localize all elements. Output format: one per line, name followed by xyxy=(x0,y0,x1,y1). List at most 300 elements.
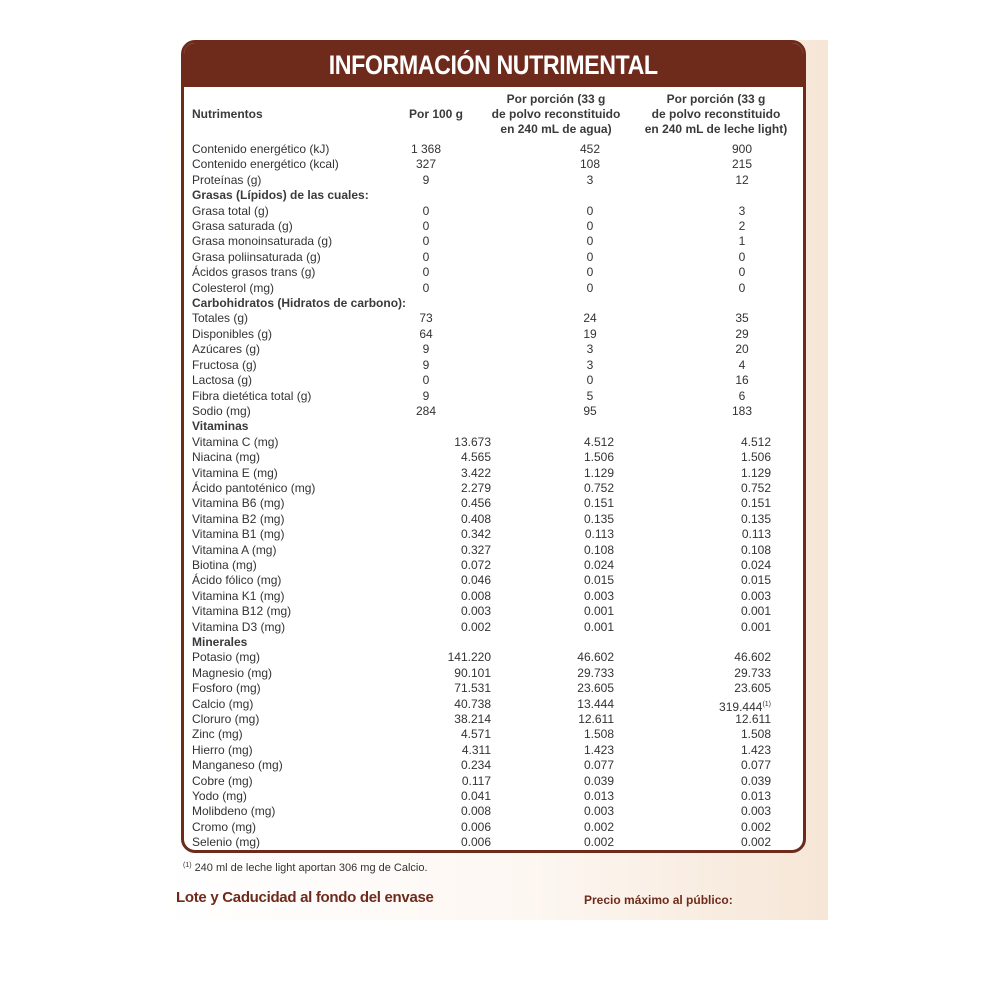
value-text: 3 xyxy=(586,342,594,357)
value-per-serving-milk xyxy=(741,620,771,635)
value-text: 0.039 xyxy=(740,773,771,788)
value-text: 0.001 xyxy=(740,619,771,634)
table-row xyxy=(184,558,803,573)
nutrient-label: Vitamina B1 (mg) xyxy=(192,527,285,542)
table-row xyxy=(184,157,803,172)
value-text: 0 xyxy=(586,203,594,218)
value-per-100g xyxy=(386,311,466,326)
value-per-100g xyxy=(461,466,491,481)
nutrient-label: Ácido fólico (mg) xyxy=(192,573,282,588)
value-per-serving-milk xyxy=(741,496,771,511)
value-per-serving-milk xyxy=(702,234,782,249)
value-text: 0.001 xyxy=(740,604,771,619)
value-per-serving-milk xyxy=(741,604,771,619)
value-text: 0 xyxy=(738,249,746,264)
value-text: 0.008 xyxy=(460,804,491,819)
table-row xyxy=(184,142,803,157)
table-row xyxy=(184,543,803,558)
value-text: 215 xyxy=(731,157,753,172)
value-text: 23.605 xyxy=(734,681,771,696)
value-per-serving-water xyxy=(550,404,630,419)
value-per-100g xyxy=(386,281,466,296)
value-per-serving-milk xyxy=(741,789,771,804)
value-text: 0.003 xyxy=(460,604,491,619)
nutrient-label: Vitamina B2 (mg) xyxy=(192,511,285,526)
section-label: Vitaminas xyxy=(192,419,249,434)
value-per-serving-water xyxy=(550,219,630,234)
value-per-100g xyxy=(461,758,491,773)
value-per-100g xyxy=(462,774,491,789)
nutrient-label: Grasa total (g) xyxy=(192,203,269,218)
value-text: 6 xyxy=(738,388,746,403)
value-text: 0.117 xyxy=(461,773,491,788)
value-text: 0 xyxy=(422,203,430,218)
value-text: 0.135 xyxy=(583,511,614,526)
value-text: 23.605 xyxy=(577,681,614,696)
value-per-100g xyxy=(386,389,466,404)
value-per-serving-milk xyxy=(702,157,782,172)
value-text: 0 xyxy=(738,280,746,295)
value-text: 1.506 xyxy=(583,450,614,465)
nutrient-label: Fructosa (g) xyxy=(192,357,257,372)
column-header-per-serving-milk: Por porción (33 g de polvo reconstituido en 240 mL de leche light) xyxy=(644,92,788,136)
value-per-serving-milk xyxy=(734,681,771,696)
nutrient-label: Biotina (mg) xyxy=(192,557,257,572)
value-text: 141.220 xyxy=(447,650,491,665)
nutrient-label: Vitamina K1 (mg) xyxy=(192,588,285,603)
nutrient-label: Azúcares (g) xyxy=(192,342,261,357)
nutrient-label: Selenio (mg) xyxy=(192,835,261,850)
value-text: 452 xyxy=(579,142,601,156)
value-per-100g xyxy=(461,604,491,619)
value-per-serving-water xyxy=(584,804,614,819)
value-text: 0.135 xyxy=(740,511,771,526)
footnote-mark: (1) xyxy=(183,862,192,869)
value-text: 9 xyxy=(422,172,430,187)
table-row xyxy=(184,681,803,696)
nutrient-label: Vitamina C (mg) xyxy=(192,434,279,449)
table-row xyxy=(184,573,803,588)
nutrient-label: Grasa saturada (g) xyxy=(192,219,293,234)
nutrient-label: Lactosa (g) xyxy=(192,373,253,388)
table-row xyxy=(184,450,803,465)
column-header-per-100g: Por 100 g xyxy=(408,107,464,121)
value-per-serving-water xyxy=(577,666,614,681)
value-per-serving-water xyxy=(584,481,614,496)
value-per-100g xyxy=(461,558,491,573)
value-text: 90.101 xyxy=(454,665,491,680)
value-per-100g xyxy=(386,250,466,265)
value-per-serving-water xyxy=(550,234,630,249)
value-per-serving-milk xyxy=(734,650,771,665)
value-text: 4.571 xyxy=(460,727,491,742)
value-per-100g xyxy=(386,173,466,188)
value-per-serving-milk xyxy=(702,204,782,219)
table-row xyxy=(184,589,803,604)
value-per-100g xyxy=(461,543,491,558)
value-per-100g xyxy=(461,835,491,850)
value-per-100g xyxy=(461,512,491,527)
value-per-serving-milk xyxy=(741,512,771,527)
nutrient-label: Hierro (mg) xyxy=(192,742,253,757)
value-per-serving-water xyxy=(584,835,614,850)
value-text: 319.444 xyxy=(719,699,763,714)
value-text: 3.422 xyxy=(460,465,491,480)
table-row xyxy=(184,389,803,404)
value-text: 0.015 xyxy=(740,573,771,588)
value-per-100g xyxy=(386,234,466,249)
value-per-serving-water xyxy=(584,573,614,588)
value-per-serving-milk xyxy=(742,527,771,542)
value-per-serving-milk xyxy=(741,743,771,758)
nutrient-label: Yodo (mg) xyxy=(192,789,247,804)
value-text: 0.003 xyxy=(583,804,614,819)
value-per-serving-water xyxy=(584,620,614,635)
value-text: 0.001 xyxy=(583,604,614,619)
table-row xyxy=(184,219,803,234)
value-text: 183 xyxy=(731,403,753,418)
table-row xyxy=(184,604,803,619)
value-text: 0.077 xyxy=(583,758,614,773)
nutrient-label: Contenido energético (kJ) xyxy=(192,142,330,156)
value-per-100g xyxy=(462,743,491,758)
value-per-100g xyxy=(454,712,491,727)
value-text: 0.046 xyxy=(460,573,491,588)
nutrient-label: Sodio (mg) xyxy=(192,403,251,418)
value-text: 108 xyxy=(579,157,601,172)
value-text: 73 xyxy=(419,311,433,326)
value-per-100g xyxy=(461,450,491,465)
value-text: 38.214 xyxy=(454,712,491,727)
value-text: 0.002 xyxy=(740,819,771,834)
value-text: 0.002 xyxy=(583,835,614,850)
value-text: 0.024 xyxy=(583,557,614,572)
value-per-serving-milk xyxy=(741,589,771,604)
table-row xyxy=(184,204,803,219)
value-text: 12 xyxy=(735,172,749,187)
nutrient-label: Manganeso (mg) xyxy=(192,758,283,773)
value-text: 12.611 xyxy=(735,712,771,727)
value-text: 4.565 xyxy=(460,450,491,465)
value-text: 0 xyxy=(422,373,430,388)
value-text: 3 xyxy=(586,357,594,372)
value-text: 0.113 xyxy=(584,527,614,542)
value-text: 29.733 xyxy=(734,665,771,680)
footnote xyxy=(183,862,428,874)
value-text: 0.039 xyxy=(583,773,614,788)
value-per-serving-water xyxy=(584,604,614,619)
value-per-serving-water xyxy=(577,681,614,696)
value-per-serving-water xyxy=(550,204,630,219)
value-per-serving-water xyxy=(584,774,614,789)
table-row xyxy=(184,743,803,758)
value-per-100g xyxy=(461,727,491,742)
nutrition-facts-panel xyxy=(181,40,806,853)
value-per-serving-water xyxy=(550,265,630,280)
value-per-serving-milk xyxy=(741,727,771,742)
value-text: 0 xyxy=(422,249,430,264)
value-per-serving-milk xyxy=(741,774,771,789)
nutrient-label: Magnesio (mg) xyxy=(192,665,273,680)
value-text: 1.508 xyxy=(583,727,614,742)
value-per-serving-water xyxy=(584,727,614,742)
value-per-serving-milk xyxy=(702,142,782,157)
value-per-100g xyxy=(461,527,491,542)
value-text: 0 xyxy=(586,234,594,249)
value-per-serving-milk xyxy=(702,404,782,419)
value-text: 0.327 xyxy=(460,542,491,557)
value-per-100g xyxy=(448,650,491,665)
value-per-serving-water xyxy=(577,650,614,665)
value-per-serving-milk xyxy=(741,481,771,496)
value-per-serving-water xyxy=(584,450,614,465)
nutrient-table-body xyxy=(184,142,803,851)
value-per-100g xyxy=(461,789,491,804)
table-row xyxy=(184,358,803,373)
value-per-100g xyxy=(461,573,491,588)
value-per-100g xyxy=(386,373,466,388)
footnote-text: 240 ml de leche light aportan 306 mg de Calcio. xyxy=(194,862,428,874)
value-per-serving-milk xyxy=(702,342,782,357)
value-per-serving-milk xyxy=(702,373,782,388)
value-text: 71.531 xyxy=(454,681,491,696)
value-text: 0.041 xyxy=(460,789,491,804)
value-per-serving-milk xyxy=(702,265,782,280)
title-bar xyxy=(184,43,803,87)
value-text: 64 xyxy=(419,326,433,341)
table-row xyxy=(184,466,803,481)
value-text: 3 xyxy=(586,172,594,187)
value-text: 40.738 xyxy=(454,696,491,711)
nutrient-label: Vitamina B6 (mg) xyxy=(192,496,285,511)
value-text: 0.013 xyxy=(583,789,614,804)
section-label: Carbohidratos (Hidratos de carbono): xyxy=(192,296,407,311)
value-per-serving-milk xyxy=(741,450,771,465)
value-per-serving-water xyxy=(584,589,614,604)
table-row xyxy=(184,311,803,326)
value-text: 0.113 xyxy=(741,527,771,542)
value-text: 0.006 xyxy=(460,835,491,850)
value-per-serving-milk xyxy=(702,327,782,342)
value-per-100g xyxy=(461,620,491,635)
value-text: 0 xyxy=(586,219,594,234)
value-per-100g xyxy=(454,435,491,450)
value-per-serving-water xyxy=(585,527,614,542)
nutrient-label: Grasa monoinsaturada (g) xyxy=(192,234,333,249)
value-text: 0.013 xyxy=(740,789,771,804)
table-row xyxy=(184,173,803,188)
value-text: 0.015 xyxy=(583,573,614,588)
value-text: 0 xyxy=(422,219,430,234)
value-per-100g xyxy=(461,589,491,604)
value-text: 4.512 xyxy=(740,434,771,449)
nutrient-label: Grasa poliinsaturada (g) xyxy=(192,249,321,264)
value-per-100g xyxy=(461,496,491,511)
value-text: 0.151 xyxy=(583,496,614,511)
nutrient-label: Fibra dietética total (g) xyxy=(192,388,312,403)
value-per-serving-water xyxy=(550,250,630,265)
value-per-100g xyxy=(386,157,466,172)
value-text: 0.342 xyxy=(460,527,491,542)
value-text: 0.108 xyxy=(583,542,614,557)
value-per-100g xyxy=(386,204,466,219)
value-per-serving-water xyxy=(584,820,614,835)
table-row xyxy=(184,404,803,419)
nutrient-label: Cloruro (mg) xyxy=(192,712,260,727)
value-text: 16 xyxy=(735,373,749,388)
value-text: 0.006 xyxy=(460,819,491,834)
value-text: 0 xyxy=(422,234,430,249)
value-per-serving-water xyxy=(550,373,630,388)
nutrient-label: Totales (g) xyxy=(192,311,249,326)
nutrient-label: Disponibles (g) xyxy=(192,326,273,341)
value-text: 12.611 xyxy=(578,712,614,727)
max-price-label: Precio máximo al público: xyxy=(584,893,733,907)
value-text: 46.602 xyxy=(577,650,614,665)
value-per-serving-milk xyxy=(741,820,771,835)
value-text: 0.003 xyxy=(740,588,771,603)
value-per-serving-milk xyxy=(702,219,782,234)
nutrient-label: Ácido pantoténico (mg) xyxy=(192,480,316,495)
value-text: 1.508 xyxy=(740,727,771,742)
value-per-100g xyxy=(386,265,466,280)
value-text: 1.506 xyxy=(740,450,771,465)
value-per-100g xyxy=(386,219,466,234)
value-per-100g xyxy=(454,681,491,696)
value-text: 2.279 xyxy=(460,480,491,495)
table-row xyxy=(184,250,803,265)
page-title: INFORMACIÓN NUTRIMENTAL xyxy=(329,50,658,80)
value-text: 0.003 xyxy=(740,804,771,819)
value-text: 0.408 xyxy=(460,511,491,526)
nutrient-label: Cromo (mg) xyxy=(192,819,257,834)
value-per-serving-milk xyxy=(734,666,771,681)
value-text: 13.673 xyxy=(454,434,491,449)
value-per-serving-water xyxy=(584,543,614,558)
table-row xyxy=(184,342,803,357)
value-per-serving-water xyxy=(578,712,614,727)
value-text: 0 xyxy=(586,265,594,280)
value-per-serving-milk xyxy=(702,250,782,265)
value-text: 0.002 xyxy=(740,835,771,850)
value-text: 284 xyxy=(415,403,437,418)
value-per-serving-water xyxy=(584,758,614,773)
value-text: 9 xyxy=(422,342,430,357)
nutrient-label: Ácidos grasos trans (g) xyxy=(192,265,316,280)
nutrient-label: Vitamina A (mg) xyxy=(192,542,277,557)
nutrient-label: Cobre (mg) xyxy=(192,773,253,788)
value-per-serving-water xyxy=(584,435,614,450)
value-text: 0 xyxy=(586,249,594,264)
value-text: 19 xyxy=(583,326,597,341)
value-per-serving-water xyxy=(584,496,614,511)
value-text: 1.129 xyxy=(740,465,771,480)
value-text: 1 xyxy=(738,234,746,249)
value-text: 1 368 xyxy=(410,142,442,156)
value-text: 4 xyxy=(738,357,746,372)
value-per-100g xyxy=(386,342,466,357)
section-label: Grasas (Lípidos) de las cuales: xyxy=(192,188,369,203)
value-per-serving-water xyxy=(584,743,614,758)
value-text: 0.077 xyxy=(740,758,771,773)
value-text: 0 xyxy=(586,280,594,295)
nutrient-label: Potasio (mg) xyxy=(192,650,261,665)
value-text: 900 xyxy=(731,142,753,156)
value-text: 0 xyxy=(422,280,430,295)
value-per-100g xyxy=(386,358,466,373)
value-text: 4.512 xyxy=(583,434,614,449)
value-text: 20 xyxy=(735,342,749,357)
value-text: 35 xyxy=(735,311,749,326)
value-text: 0.002 xyxy=(583,819,614,834)
value-per-serving-water xyxy=(584,466,614,481)
value-per-serving-water xyxy=(550,173,630,188)
value-text: 1.129 xyxy=(583,465,614,480)
footnote-reference: (1) xyxy=(762,700,771,708)
value-text: 2 xyxy=(738,219,746,234)
value-per-serving-milk xyxy=(741,573,771,588)
value-text: 0.002 xyxy=(460,619,491,634)
value-per-serving-milk xyxy=(741,435,771,450)
table-row xyxy=(184,512,803,527)
value-text: 1.423 xyxy=(740,742,771,757)
value-text: 0.752 xyxy=(583,480,614,495)
value-text: 5 xyxy=(586,388,594,403)
section-header-row xyxy=(184,188,803,203)
value-text: 0.008 xyxy=(460,588,491,603)
table-row xyxy=(184,496,803,511)
value-per-serving-milk xyxy=(702,281,782,296)
table-row xyxy=(184,758,803,773)
value-text: 29.733 xyxy=(577,665,614,680)
table-row xyxy=(184,281,803,296)
value-per-100g xyxy=(386,404,466,419)
value-per-serving-milk xyxy=(741,466,771,481)
table-row xyxy=(184,820,803,835)
value-per-serving-water xyxy=(550,157,630,172)
table-row xyxy=(184,789,803,804)
value-text: 0.001 xyxy=(583,619,614,634)
nutrient-label: Contenido energético (kcal) xyxy=(192,157,339,172)
value-per-serving-water xyxy=(550,311,630,326)
value-text: 9 xyxy=(422,357,430,372)
value-text: 0.108 xyxy=(740,542,771,557)
value-text: 46.602 xyxy=(734,650,771,665)
table-row xyxy=(184,481,803,496)
nutrient-label: Fosforo (mg) xyxy=(192,681,261,696)
value-per-serving-milk xyxy=(741,543,771,558)
table-row xyxy=(184,527,803,542)
table-row xyxy=(184,435,803,450)
value-text: 0 xyxy=(422,265,430,280)
value-text: 1.423 xyxy=(583,742,614,757)
nutrient-label: Zinc (mg) xyxy=(192,727,243,742)
value-text: 327 xyxy=(415,157,437,172)
value-text: 4.311 xyxy=(461,742,491,757)
value-per-serving-milk xyxy=(702,358,782,373)
value-per-serving-milk xyxy=(741,758,771,773)
table-row xyxy=(184,373,803,388)
value-text: 95 xyxy=(583,403,597,418)
value-per-100g xyxy=(461,804,491,819)
value-per-serving-water xyxy=(577,697,614,712)
value-text: 0 xyxy=(738,265,746,280)
value-per-serving-water xyxy=(550,358,630,373)
value-text: 3 xyxy=(738,203,746,218)
value-text: 0.003 xyxy=(583,588,614,603)
value-text: 0 xyxy=(586,373,594,388)
nutrient-label: Vitamina E (mg) xyxy=(192,465,278,480)
